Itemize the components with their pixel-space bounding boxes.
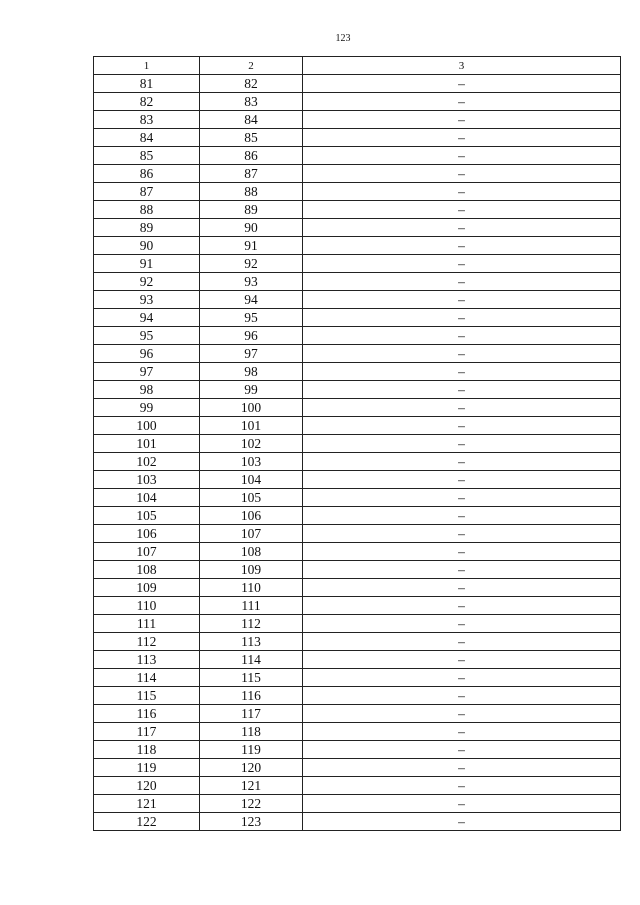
table-cell-col-3: – bbox=[303, 813, 621, 831]
table-row bbox=[94, 345, 621, 363]
table-cell-col-2: 121 bbox=[200, 777, 303, 795]
table-row bbox=[94, 129, 621, 147]
table-cell-col-2: 90 bbox=[200, 219, 303, 237]
table-row bbox=[94, 273, 621, 291]
table-cell-col-1: 121 bbox=[94, 795, 200, 813]
table-row bbox=[94, 813, 621, 831]
table-cell-col-1: 90 bbox=[94, 237, 200, 255]
table-cell-col-2: 108 bbox=[200, 543, 303, 561]
table-cell-col-2: 100 bbox=[200, 399, 303, 417]
table-cell-col-3: – bbox=[303, 651, 621, 669]
table-row bbox=[94, 579, 621, 597]
table-cell-col-2: 105 bbox=[200, 489, 303, 507]
table-cell-col-2: 94 bbox=[200, 291, 303, 309]
table-cell-col-3: – bbox=[303, 309, 621, 327]
table-cell-col-3: – bbox=[303, 435, 621, 453]
table-cell-col-1: 106 bbox=[94, 525, 200, 543]
table-cell-col-1: 103 bbox=[94, 471, 200, 489]
table-cell-col-3: – bbox=[303, 201, 621, 219]
table-cell-col-3: – bbox=[303, 165, 621, 183]
table-cell-col-1: 94 bbox=[94, 309, 200, 327]
table-cell-col-2: 116 bbox=[200, 687, 303, 705]
table-cell-col-3: – bbox=[303, 237, 621, 255]
table-cell-col-3: – bbox=[303, 255, 621, 273]
table-cell-col-2: 84 bbox=[200, 111, 303, 129]
table-cell-col-2: 82 bbox=[200, 75, 303, 93]
table-cell-col-2: 93 bbox=[200, 273, 303, 291]
table-cell-col-2: 112 bbox=[200, 615, 303, 633]
table-row bbox=[94, 147, 621, 165]
table-cell-col-3: – bbox=[303, 183, 621, 201]
table-cell-col-1: 101 bbox=[94, 435, 200, 453]
table-row bbox=[94, 165, 621, 183]
table-cell-col-2: 91 bbox=[200, 237, 303, 255]
table-cell-col-1: 97 bbox=[94, 363, 200, 381]
table-cell-col-1: 122 bbox=[94, 813, 200, 831]
table-cell-col-2: 119 bbox=[200, 741, 303, 759]
table-cell-col-1: 115 bbox=[94, 687, 200, 705]
table-cell-col-2: 99 bbox=[200, 381, 303, 399]
table-cell-col-1: 120 bbox=[94, 777, 200, 795]
table-row bbox=[94, 777, 621, 795]
table-cell-col-3: – bbox=[303, 363, 621, 381]
table-cell-col-1: 81 bbox=[94, 75, 200, 93]
table-cell-col-1: 95 bbox=[94, 327, 200, 345]
table-cell-col-3: – bbox=[303, 111, 621, 129]
table-cell-col-3: – bbox=[303, 75, 621, 93]
table-cell-col-2: 97 bbox=[200, 345, 303, 363]
table-cell-col-1: 114 bbox=[94, 669, 200, 687]
table-cell-col-1: 99 bbox=[94, 399, 200, 417]
table-cell-col-2: 109 bbox=[200, 561, 303, 579]
data-table bbox=[93, 56, 621, 831]
table-cell-col-1: 112 bbox=[94, 633, 200, 651]
table-cell-col-2: 111 bbox=[200, 597, 303, 615]
table-cell-col-2: 107 bbox=[200, 525, 303, 543]
table-cell-col-3: – bbox=[303, 615, 621, 633]
table-cell-col-3: – bbox=[303, 777, 621, 795]
column-header-1: 1 bbox=[94, 57, 200, 75]
table-cell-col-1: 113 bbox=[94, 651, 200, 669]
table-cell-col-3: – bbox=[303, 453, 621, 471]
table-row bbox=[94, 507, 621, 525]
table-cell-col-2: 86 bbox=[200, 147, 303, 165]
table-row bbox=[94, 633, 621, 651]
table-row bbox=[94, 237, 621, 255]
table-header bbox=[94, 57, 621, 75]
table-row bbox=[94, 291, 621, 309]
table-cell-col-1: 86 bbox=[94, 165, 200, 183]
table-cell-col-1: 96 bbox=[94, 345, 200, 363]
table-cell-col-1: 84 bbox=[94, 129, 200, 147]
table-cell-col-3: – bbox=[303, 507, 621, 525]
table-cell-col-3: – bbox=[303, 741, 621, 759]
table-row bbox=[94, 795, 621, 813]
table-body bbox=[94, 75, 621, 831]
table-cell-col-3: – bbox=[303, 633, 621, 651]
table-row bbox=[94, 471, 621, 489]
table-row bbox=[94, 741, 621, 759]
table-row bbox=[94, 543, 621, 561]
table-cell-col-3: – bbox=[303, 147, 621, 165]
table-row bbox=[94, 705, 621, 723]
table-cell-col-1: 89 bbox=[94, 219, 200, 237]
data-table-container bbox=[93, 56, 620, 831]
table-cell-col-3: – bbox=[303, 723, 621, 741]
table-row bbox=[94, 327, 621, 345]
table-cell-col-2: 98 bbox=[200, 363, 303, 381]
table-cell-col-3: – bbox=[303, 759, 621, 777]
table-row bbox=[94, 381, 621, 399]
table-cell-col-2: 117 bbox=[200, 705, 303, 723]
table-row bbox=[94, 489, 621, 507]
table-row bbox=[94, 687, 621, 705]
table-row bbox=[94, 561, 621, 579]
table-cell-col-3: – bbox=[303, 417, 621, 435]
table-cell-col-3: – bbox=[303, 345, 621, 363]
column-header-2: 2 bbox=[200, 57, 303, 75]
table-cell-col-1: 117 bbox=[94, 723, 200, 741]
table-row bbox=[94, 363, 621, 381]
table-cell-col-2: 89 bbox=[200, 201, 303, 219]
table-row bbox=[94, 651, 621, 669]
table-cell-col-1: 82 bbox=[94, 93, 200, 111]
table-cell-col-3: – bbox=[303, 687, 621, 705]
table-cell-col-1: 100 bbox=[94, 417, 200, 435]
table-cell-col-2: 106 bbox=[200, 507, 303, 525]
table-cell-col-3: – bbox=[303, 471, 621, 489]
table-row bbox=[94, 759, 621, 777]
table-cell-col-3: – bbox=[303, 705, 621, 723]
table-cell-col-2: 123 bbox=[200, 813, 303, 831]
table-cell-col-3: – bbox=[303, 579, 621, 597]
table-cell-col-3: – bbox=[303, 273, 621, 291]
table-cell-col-2: 101 bbox=[200, 417, 303, 435]
table-row bbox=[94, 417, 621, 435]
table-cell-col-1: 102 bbox=[94, 453, 200, 471]
table-row bbox=[94, 669, 621, 687]
table-row bbox=[94, 93, 621, 111]
table-cell-col-1: 85 bbox=[94, 147, 200, 165]
table-row bbox=[94, 309, 621, 327]
table-cell-col-1: 119 bbox=[94, 759, 200, 777]
table-cell-col-1: 109 bbox=[94, 579, 200, 597]
table-cell-col-1: 92 bbox=[94, 273, 200, 291]
table-cell-col-3: – bbox=[303, 327, 621, 345]
table-row bbox=[94, 435, 621, 453]
table-cell-col-2: 114 bbox=[200, 651, 303, 669]
column-header-3: 3 bbox=[303, 57, 621, 75]
table-cell-col-2: 96 bbox=[200, 327, 303, 345]
table-cell-col-3: – bbox=[303, 129, 621, 147]
table-row bbox=[94, 453, 621, 471]
table-cell-col-3: – bbox=[303, 219, 621, 237]
table-row bbox=[94, 75, 621, 93]
table-row bbox=[94, 183, 621, 201]
table-cell-col-1: 108 bbox=[94, 561, 200, 579]
table-cell-col-2: 115 bbox=[200, 669, 303, 687]
table-cell-col-1: 107 bbox=[94, 543, 200, 561]
table-cell-col-3: – bbox=[303, 543, 621, 561]
table-row bbox=[94, 615, 621, 633]
table-row bbox=[94, 255, 621, 273]
table-cell-col-1: 105 bbox=[94, 507, 200, 525]
table-cell-col-2: 83 bbox=[200, 93, 303, 111]
table-cell-col-2: 120 bbox=[200, 759, 303, 777]
table-cell-col-3: – bbox=[303, 93, 621, 111]
table-cell-col-2: 88 bbox=[200, 183, 303, 201]
table-cell-col-1: 98 bbox=[94, 381, 200, 399]
table-cell-col-1: 83 bbox=[94, 111, 200, 129]
table-cell-col-2: 95 bbox=[200, 309, 303, 327]
table-cell-col-1: 93 bbox=[94, 291, 200, 309]
table-cell-col-2: 85 bbox=[200, 129, 303, 147]
table-cell-col-3: – bbox=[303, 489, 621, 507]
page-number: 123 bbox=[335, 33, 351, 44]
table-cell-col-1: 111 bbox=[94, 615, 200, 633]
header-row bbox=[94, 57, 621, 75]
table-cell-col-2: 102 bbox=[200, 435, 303, 453]
table-cell-col-1: 87 bbox=[94, 183, 200, 201]
table-cell-col-2: 103 bbox=[200, 453, 303, 471]
table-row bbox=[94, 201, 621, 219]
table-cell-col-1: 116 bbox=[94, 705, 200, 723]
table-cell-col-1: 104 bbox=[94, 489, 200, 507]
table-row bbox=[94, 723, 621, 741]
table-cell-col-1: 118 bbox=[94, 741, 200, 759]
table-row bbox=[94, 219, 621, 237]
table-cell-col-3: – bbox=[303, 381, 621, 399]
table-cell-col-3: – bbox=[303, 597, 621, 615]
table-cell-col-2: 122 bbox=[200, 795, 303, 813]
table-cell-col-3: – bbox=[303, 525, 621, 543]
table-cell-col-2: 113 bbox=[200, 633, 303, 651]
table-row bbox=[94, 111, 621, 129]
table-cell-col-3: – bbox=[303, 795, 621, 813]
table-cell-col-3: – bbox=[303, 561, 621, 579]
table-row bbox=[94, 399, 621, 417]
table-cell-col-3: – bbox=[303, 291, 621, 309]
table-cell-col-3: – bbox=[303, 399, 621, 417]
table-cell-col-2: 87 bbox=[200, 165, 303, 183]
table-cell-col-3: – bbox=[303, 669, 621, 687]
table-cell-col-2: 92 bbox=[200, 255, 303, 273]
table-cell-col-2: 110 bbox=[200, 579, 303, 597]
table-cell-col-1: 88 bbox=[94, 201, 200, 219]
table-row bbox=[94, 525, 621, 543]
table-cell-col-2: 104 bbox=[200, 471, 303, 489]
table-row bbox=[94, 597, 621, 615]
table-cell-col-2: 118 bbox=[200, 723, 303, 741]
table-cell-col-1: 110 bbox=[94, 597, 200, 615]
table-cell-col-1: 91 bbox=[94, 255, 200, 273]
